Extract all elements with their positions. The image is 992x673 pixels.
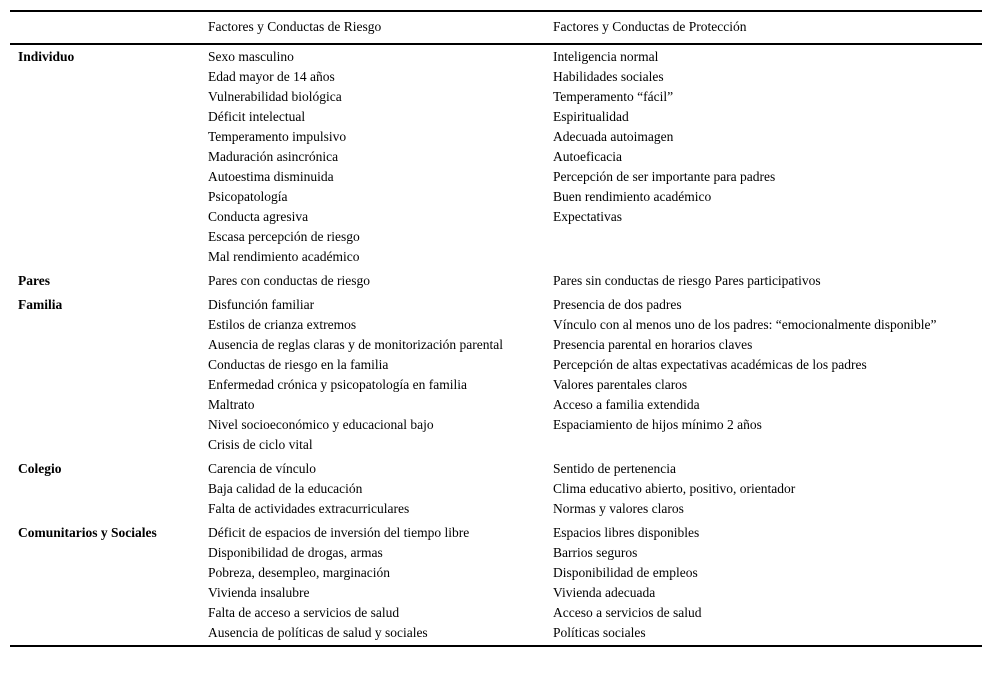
header-category-cell (10, 17, 208, 37)
protection-cell (553, 47, 982, 267)
risk-item: Crisis de ciclo vital (208, 437, 313, 452)
risk-item: Maduración asincrónica (208, 149, 339, 164)
risk-item: Autoestima disminuida (208, 169, 334, 184)
risk-item: Ausencia de reglas claras y de monitorización parental (208, 337, 503, 352)
protection-item: Buen rendimiento académico (553, 189, 712, 204)
header-risk-factors: Factores y Conductas de Riesgo (208, 19, 382, 34)
risk-item: Falta de acceso a servicios de salud (208, 605, 400, 620)
risk-cell (208, 523, 553, 643)
protection-item: Inteligencia normal (553, 49, 659, 64)
risk-item: Déficit intelectual (208, 109, 306, 124)
risk-item: Vulnerabilidad biológica (208, 89, 342, 104)
table-header-row (10, 12, 982, 45)
row-category-cell (10, 47, 208, 267)
risk-item: Estilos de crianza extremos (208, 317, 357, 332)
risk-item: Ausencia de políticas de salud y sociales (208, 625, 428, 640)
protection-item: Temperamento “fácil” (553, 89, 674, 104)
table-row-comunitarios-y-sociales (10, 521, 982, 645)
risk-item: Maltrato (208, 397, 255, 412)
protection-item: Políticas sociales (553, 625, 646, 640)
protection-item: Pares sin conductas de riesgo Pares participativos (553, 273, 821, 288)
protection-item: Presencia parental en horarios claves (553, 337, 753, 352)
risk-item: Escasa percepción de riesgo (208, 229, 360, 244)
row-category-label: Colegio (18, 461, 62, 476)
table-row-familia (10, 293, 982, 457)
risk-cell (208, 295, 553, 455)
protection-item: Espacios libres disponibles (553, 525, 700, 540)
row-category-label: Comunitarios y Sociales (18, 525, 157, 540)
table-row-individuo (10, 45, 982, 269)
protection-item: Habilidades sociales (553, 69, 664, 84)
protection-cell (553, 271, 982, 291)
risk-item: Nivel socioeconómico y educacional bajo (208, 417, 434, 432)
row-category-label: Individuo (18, 49, 75, 64)
protection-cell (553, 523, 982, 643)
table-body (10, 45, 982, 645)
risk-item: Sexo masculino (208, 49, 294, 64)
protection-item: Espiritualidad (553, 109, 629, 124)
row-category-cell (10, 295, 208, 455)
protection-item: Barrios seguros (553, 545, 638, 560)
row-category-cell (10, 459, 208, 519)
risk-item: Pares con conductas de riesgo (208, 273, 370, 288)
protection-item: Acceso a familia extendida (553, 397, 700, 412)
protection-item: Percepción de altas expectativas académicas de los padres (553, 357, 867, 372)
protection-item: Adecuada autoimagen (553, 129, 674, 144)
row-category-label: Pares (18, 273, 50, 288)
risk-item: Pobreza, desempleo, marginación (208, 565, 390, 580)
row-category-label: Familia (18, 297, 63, 312)
risk-item: Carencia de vínculo (208, 461, 316, 476)
table-row-pares (10, 269, 982, 293)
risk-cell (208, 459, 553, 519)
row-category-cell (10, 523, 208, 643)
protection-item: Clima educativo abierto, positivo, orientador (553, 481, 796, 496)
protection-item: Espaciamiento de hijos mínimo 2 años (553, 417, 762, 432)
protection-item: Expectativas (553, 209, 622, 224)
risk-item: Conducta agresiva (208, 209, 309, 224)
risk-item: Déficit de espacios de inversión del tiempo libre (208, 525, 470, 540)
risk-cell (208, 47, 553, 267)
table-row-colegio (10, 457, 982, 521)
risk-item: Conductas de riesgo en la familia (208, 357, 389, 372)
risk-cell (208, 271, 553, 291)
protection-item: Valores parentales claros (553, 377, 688, 392)
risk-item: Mal rendimiento académico (208, 249, 360, 264)
risk-item: Disfunción familiar (208, 297, 315, 312)
protection-item: Sentido de pertenencia (553, 461, 676, 476)
protection-item: Autoeficacia (553, 149, 622, 164)
protection-item: Normas y valores claros (553, 501, 684, 516)
risk-item: Vivienda insalubre (208, 585, 310, 600)
risk-item: Temperamento impulsivo (208, 129, 347, 144)
protection-item: Acceso a servicios de salud (553, 605, 702, 620)
protection-cell (553, 459, 982, 519)
risk-item: Psicopatología (208, 189, 288, 204)
protection-cell (553, 295, 982, 455)
risk-item: Edad mayor de 14 años (208, 69, 335, 84)
header-protection-factors: Factores y Conductas de Protección (553, 19, 747, 34)
risk-item: Enfermedad crónica y psicopatología en familia (208, 377, 468, 392)
row-category-cell (10, 271, 208, 291)
risk-protection-table (10, 10, 982, 647)
protection-item: Disponibilidad de empleos (553, 565, 698, 580)
risk-item: Baja calidad de la educación (208, 481, 363, 496)
protection-item: Presencia de dos padres (553, 297, 682, 312)
protection-item: Vivienda adecuada (553, 585, 656, 600)
protection-item: Vínculo con al menos uno de los padres: “emocionalmente disponible” (553, 317, 937, 332)
risk-item: Falta de actividades extracurriculares (208, 501, 410, 516)
risk-item: Disponibilidad de drogas, armas (208, 545, 383, 560)
protection-item: Percepción de ser importante para padres (553, 169, 776, 184)
